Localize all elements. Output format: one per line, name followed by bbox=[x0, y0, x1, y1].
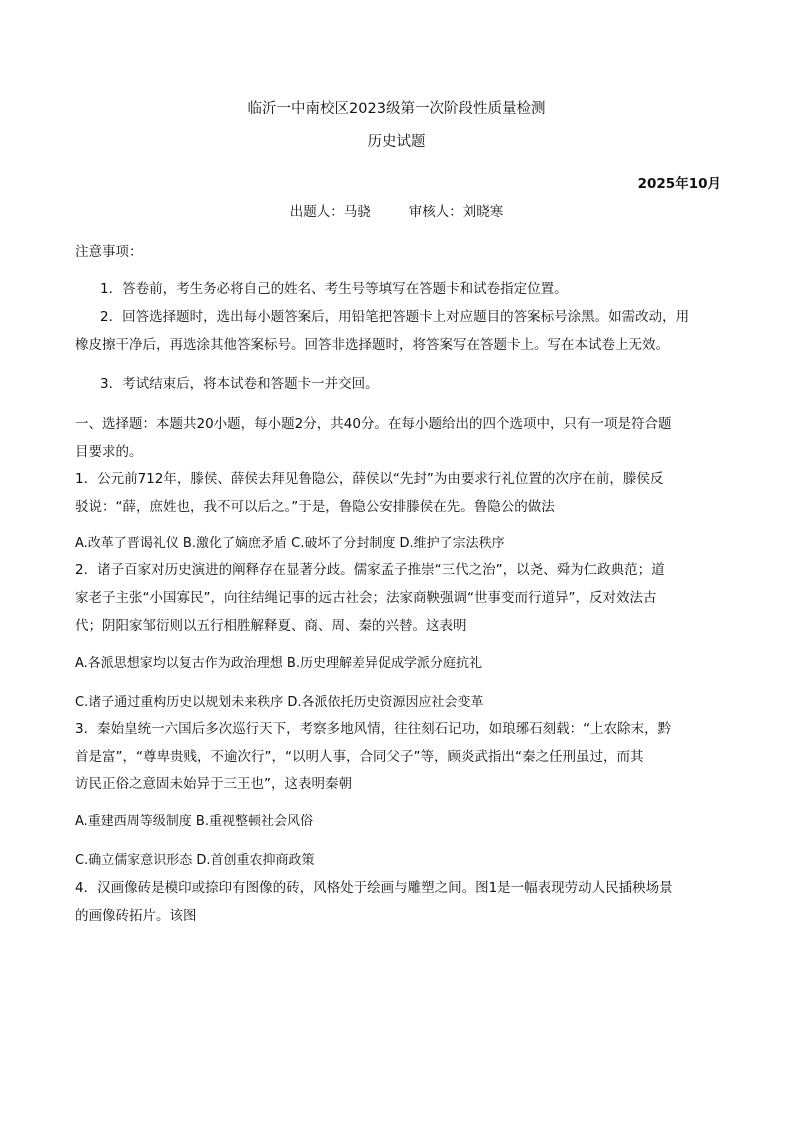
question-3-line-3: 访民正俗之意固未始异于三王也”，这表明秦朝 bbox=[75, 776, 352, 792]
exam-date: 2025年10月 bbox=[637, 176, 721, 192]
question-4-line-2: 的画像砖拓片。该图 bbox=[75, 908, 197, 924]
section-heading-line-2: 目要求的。 bbox=[75, 444, 143, 460]
question-2-options-2: C.诸子通过重构历史以规划未来秩序 D.各派依托历史资源因应社会变革 bbox=[75, 695, 484, 710]
question-3-options-2: C.确立儒家意识形态 D.首创重农抑商政策 bbox=[75, 853, 315, 868]
question-2-line-2: 家老子主张“小国寡民”，向往结绳记事的远古社会；法家商鞅强调“世事变而行道异”，反对效法古 bbox=[75, 590, 657, 606]
notice-item-1: 1．答卷前，考生务必将自己的姓名、考生号等填写在答题卡和试卷指定位置。 bbox=[100, 281, 568, 297]
question-1-line-1: 1．公元前712年，滕侯、薛侯去拜见鲁隐公，薛侯以“先封”为由要求行礼位置的次序在前，滕侯反 bbox=[75, 471, 664, 487]
subject-title: 历史试题 bbox=[367, 134, 426, 150]
notice-item-2-line-1: 2．回答选择题时，选出每小题答案后，用铅笔把答题卡上对应题目的答案标号涂黑。如需改动，用 bbox=[100, 309, 690, 325]
exam-title: 临沂一中南校区2023级第一次阶段性质量检测 bbox=[247, 101, 546, 117]
author: 出题人：马骁 bbox=[289, 204, 371, 220]
question-2-options-1: A.各派思想家均以复古作为政治理想 B.历史理解差异促成学派分庭抗礼 bbox=[75, 656, 482, 671]
section-heading-line-1: 一、选择题：本题共20小题，每小题2分，共40分。在每小题给出的四个选项中，只有一项是符合题 bbox=[75, 416, 672, 432]
question-2-line-1: 2．诸子百家对历史演进的阐释存在显著分歧。儒家孟子推崇“三代之治”，以尧、舜为仁政典范；道 bbox=[75, 562, 665, 578]
question-3-options-1: A.重建西周等级制度 B.重视整顿社会风俗 bbox=[75, 814, 313, 829]
notice-item-2-line-2: 橡皮擦干净后，再选涂其他答案标号。回答非选择题时，将答案写在答题卡上。写在本试卷上无效。 bbox=[75, 337, 669, 353]
reviewer: 审核人：刘晓寒 bbox=[408, 204, 504, 220]
question-1-line-2: 驳说：“薛，庶姓也，我不可以后之。”于是，鲁隐公安排滕侯在先。鲁隐公的做法 bbox=[75, 499, 555, 515]
notice-item-3: 3．考试结束后，将本试卷和答题卡一并交回。 bbox=[100, 376, 379, 392]
question-3-line-1: 3．秦始皇统一六国后多次巡行天下，考察多地风情，往往刻石记功，如琅琊石刻载：“上农除末，黔 bbox=[75, 721, 672, 737]
notice-heading: 注意事项： bbox=[75, 244, 143, 260]
question-3-line-2: 首是富”，“尊卑贵贱，不逾次行”，“以明人事，合同父子”等，顾炎武指出“秦之任刑虽过，而其 bbox=[75, 749, 644, 765]
question-2-line-3: 代；阴阳家邹衍则以五行相胜解释夏、商、周、秦的兴替。这表明 bbox=[75, 618, 467, 634]
author-line bbox=[0, 200, 793, 220]
question-1-options: A.改革了晋谒礼仪 B.激化了嫡庶矛盾 C.破坏了分封制度 D.维护了宗法秩序 bbox=[75, 536, 505, 551]
question-4-line-1: 4．汉画像砖是模印或捺印有图像的砖，风格处于绘画与雕塑之间。图1是一幅表现劳动人民插秧场景 bbox=[75, 880, 673, 896]
